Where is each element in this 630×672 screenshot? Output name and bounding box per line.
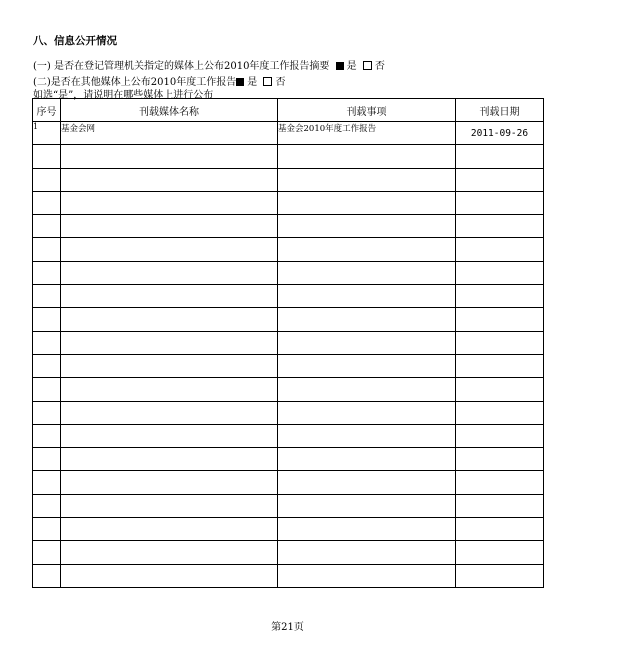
row-media-name — [61, 145, 278, 168]
table-row — [33, 424, 544, 447]
row-publication-date — [456, 308, 544, 331]
row-index: 1 — [33, 122, 61, 145]
question-1-yes-label: 是 — [346, 61, 357, 72]
row-publication-date — [456, 564, 544, 587]
question-2-yes-checkbox[interactable] — [236, 78, 244, 86]
question-2-no-label: 否 — [275, 77, 286, 88]
header-media-name: 刊载媒体名称 — [61, 99, 278, 122]
row-media-name — [61, 191, 278, 214]
row-publication-item — [278, 541, 456, 564]
question-1-no-label: 否 — [374, 61, 385, 72]
row-publication-date — [456, 215, 544, 238]
row-publication-item — [278, 238, 456, 261]
row-index — [33, 354, 61, 377]
row-publication-date — [456, 168, 544, 191]
row-publication-date — [456, 401, 544, 424]
table-row — [33, 331, 544, 354]
row-publication-date — [456, 518, 544, 541]
row-publication-item — [278, 518, 456, 541]
table-row — [33, 215, 544, 238]
row-publication-date — [456, 261, 544, 284]
table-row — [33, 378, 544, 401]
row-publication-date — [456, 471, 544, 494]
row-publication-item — [278, 145, 456, 168]
question-2-label: (二)是否在其他媒体上公布2010年度工作报告 — [33, 77, 237, 88]
row-index — [33, 541, 61, 564]
row-index — [33, 215, 61, 238]
header-publication-item: 刊载事项 — [278, 99, 456, 122]
row-media-name — [61, 494, 278, 517]
row-publication-date — [456, 448, 544, 471]
row-index — [33, 518, 61, 541]
row-media-name: 基金会网 — [61, 122, 278, 145]
row-publication-item — [278, 308, 456, 331]
question-1-yes-checkbox[interactable] — [336, 62, 344, 70]
row-publication-item — [278, 401, 456, 424]
table-row — [33, 238, 544, 261]
row-media-name — [61, 401, 278, 424]
table-row — [33, 285, 544, 308]
row-publication-item — [278, 448, 456, 471]
row-publication-item — [278, 424, 456, 447]
row-index — [33, 145, 61, 168]
row-publication-date — [456, 541, 544, 564]
section-title: 八、信息公开情况 — [33, 35, 117, 47]
row-publication-item — [278, 378, 456, 401]
row-index — [33, 448, 61, 471]
row-media-name — [61, 471, 278, 494]
row-publication-date — [456, 191, 544, 214]
table-row — [33, 145, 544, 168]
question-2-no-checkbox[interactable] — [263, 77, 272, 86]
row-index — [33, 238, 61, 261]
table-row — [33, 308, 544, 331]
table-row — [33, 541, 544, 564]
row-index — [33, 424, 61, 447]
row-index — [33, 331, 61, 354]
row-publication-item — [278, 191, 456, 214]
row-media-name — [61, 261, 278, 284]
table-row — [33, 354, 544, 377]
row-index — [33, 564, 61, 587]
row-media-name — [61, 424, 278, 447]
question-1-label: (一) 是否在登记管理机关指定的媒体上公布2010年度工作报告摘要 — [33, 61, 330, 72]
header-index: 序号 — [33, 99, 61, 122]
row-index — [33, 401, 61, 424]
row-publication-item — [278, 564, 456, 587]
row-media-name — [61, 238, 278, 261]
row-media-name — [61, 541, 278, 564]
row-publication-item — [278, 215, 456, 238]
row-index — [33, 471, 61, 494]
row-publication-date — [456, 354, 544, 377]
header-publication-date: 刊载日期 — [456, 99, 544, 122]
table-row — [33, 448, 544, 471]
row-publication-date — [456, 424, 544, 447]
row-media-name — [61, 564, 278, 587]
row-index — [33, 191, 61, 214]
row-media-name — [61, 448, 278, 471]
row-publication-item: 基金会2010年度工作报告 — [278, 122, 456, 145]
row-publication-item — [278, 261, 456, 284]
table-row — [33, 494, 544, 517]
row-media-name — [61, 308, 278, 331]
table-row — [33, 564, 544, 587]
table-header-row — [33, 99, 544, 122]
row-publication-item — [278, 471, 456, 494]
row-media-name — [61, 285, 278, 308]
row-publication-date — [456, 145, 544, 168]
row-media-name — [61, 215, 278, 238]
row-publication-item — [278, 494, 456, 517]
row-media-name — [61, 354, 278, 377]
row-publication-item — [278, 331, 456, 354]
page-number: 第21页 — [271, 622, 304, 633]
row-publication-date — [456, 494, 544, 517]
row-index — [33, 494, 61, 517]
table-row — [33, 168, 544, 191]
row-media-name — [61, 331, 278, 354]
row-publication-item — [278, 285, 456, 308]
row-media-name — [61, 378, 278, 401]
row-index — [33, 378, 61, 401]
question-1-no-checkbox[interactable] — [363, 61, 372, 70]
table-body — [33, 122, 544, 588]
table-row — [33, 471, 544, 494]
row-index — [33, 285, 61, 308]
row-media-name — [61, 518, 278, 541]
row-publication-item — [278, 168, 456, 191]
row-publication-date: 2011-09-26 — [456, 122, 544, 145]
publication-table — [32, 98, 544, 588]
row-publication-date — [456, 331, 544, 354]
row-publication-date — [456, 378, 544, 401]
row-publication-item — [278, 354, 456, 377]
table-row — [33, 518, 544, 541]
question-1 — [33, 57, 385, 72]
question-2-yes-label: 是 — [247, 77, 258, 88]
row-index — [33, 308, 61, 331]
table-row — [33, 261, 544, 284]
row-publication-date — [456, 285, 544, 308]
table-row — [33, 122, 544, 145]
row-index — [33, 168, 61, 191]
row-publication-date — [456, 238, 544, 261]
table-row — [33, 191, 544, 214]
table-row — [33, 401, 544, 424]
row-media-name — [61, 168, 278, 191]
row-index — [33, 261, 61, 284]
instruction-text: 如选“是”，请说明在哪些媒体上进行公布 — [33, 90, 214, 101]
